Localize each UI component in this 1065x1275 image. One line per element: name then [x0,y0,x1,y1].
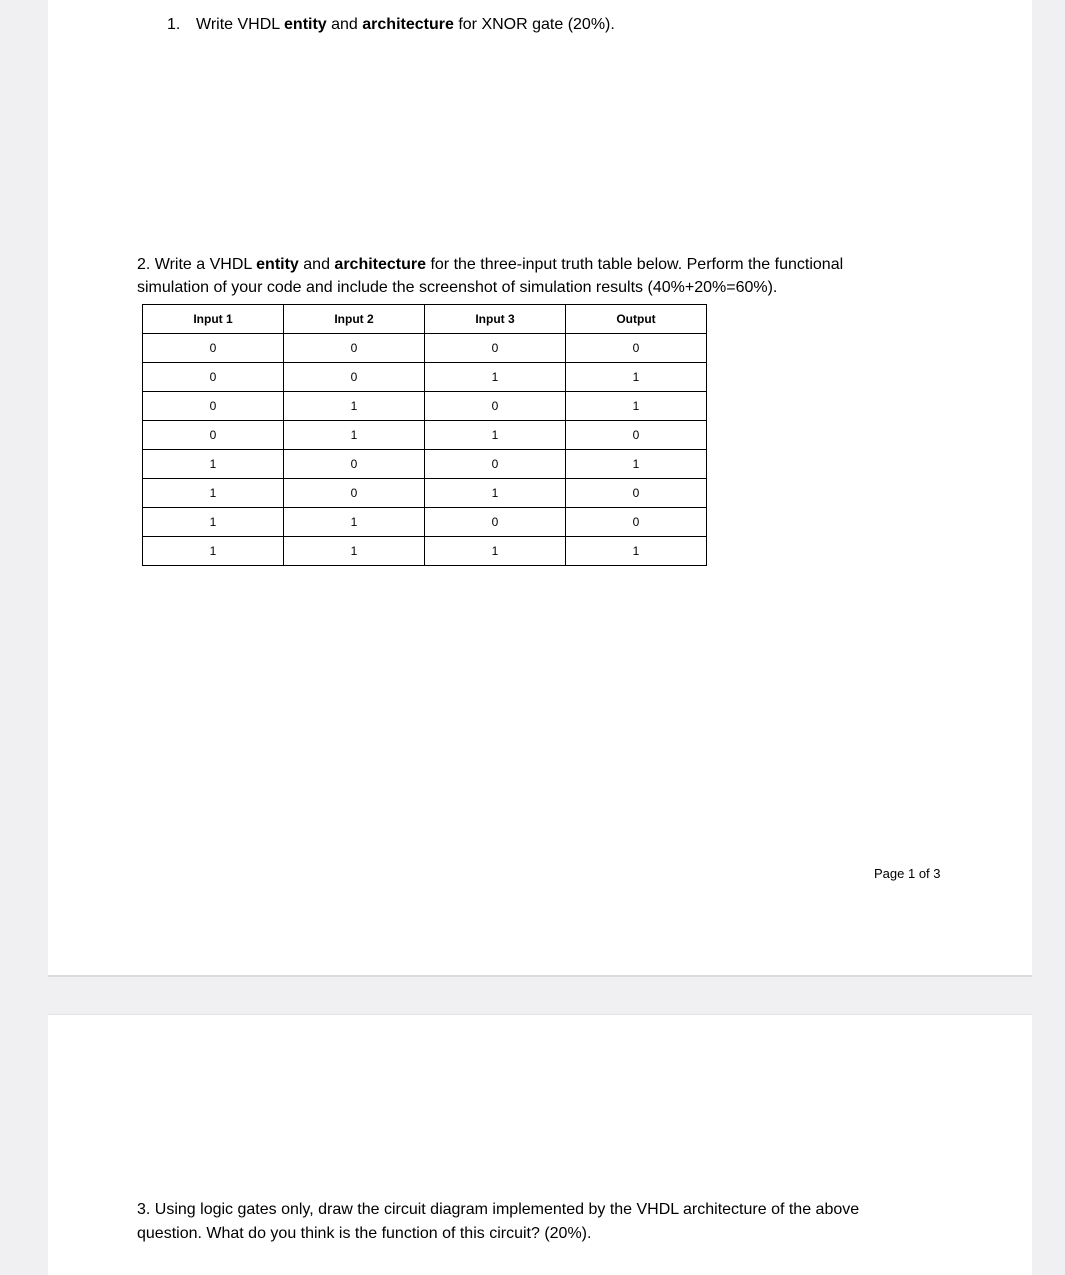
table-cell: 1 [566,392,707,421]
table-cell: 0 [143,421,284,450]
table-cell: 1 [425,537,566,566]
table-cell: 1 [143,479,284,508]
question-2-text-b: and [298,256,335,273]
table-cell: 0 [284,479,425,508]
table-cell: 0 [143,392,284,421]
truth-table-header-row [143,305,707,334]
table-cell: 0 [566,479,707,508]
table-cell: 0 [143,334,284,363]
table-cell: 1 [284,508,425,537]
table-cell: 1 [143,450,284,479]
table-cell: 0 [425,450,566,479]
table-cell: 0 [284,334,425,363]
table-cell: 0 [566,508,707,537]
table-row [143,508,707,537]
table-cell: 0 [143,363,284,392]
table-cell: 0 [566,421,707,450]
question-3 [137,1198,997,1246]
table-cell: 1 [284,392,425,421]
question-1-text-b: and [326,16,363,33]
table-cell: 1 [143,508,284,537]
table-row [143,334,707,363]
question-2-bold-entity: entity [256,256,299,273]
question-2-bold-architecture: architecture [334,256,427,273]
table-row [143,450,707,479]
table-cell: 1 [425,363,566,392]
table-cell: 0 [284,363,425,392]
table-cell: 1 [425,421,566,450]
question-1-bold-architecture: architecture [362,16,454,33]
question-1-text-c: for XNOR gate (20%). [453,16,615,33]
truth-table [142,304,707,566]
table-cell: 1 [425,479,566,508]
header-input-1: Input 1 [143,305,284,334]
table-cell: 0 [284,450,425,479]
question-3-line-1: 3. Using logic gates only, draw the circuit diagram implemented by the VHDL architecture of the above [137,1201,860,1218]
question-2-line-1 [137,253,957,276]
question-2 [137,253,957,299]
table-row [143,392,707,421]
table-cell: 1 [143,537,284,566]
question-1-number: 1. [167,16,181,33]
document-page-2 [48,1014,1032,1275]
table-cell: 0 [425,392,566,421]
question-2-text-a: 2. Write a VHDL [137,256,257,273]
header-input-3: Input 3 [425,305,566,334]
question-2-text-c: for the three-input truth table below. Perform the functional [426,256,844,273]
table-cell: 1 [566,450,707,479]
table-row [143,537,707,566]
question-2-line-2: simulation of your code and include the screenshot of simulation results (40%+20%=60%). [137,279,778,296]
table-row [143,479,707,508]
table-cell: 0 [566,334,707,363]
table-cell: 1 [284,537,425,566]
table-cell: 1 [566,363,707,392]
question-1-text-a: Write VHDL [196,16,285,33]
header-input-2: Input 2 [284,305,425,334]
document-page-1 [48,0,1032,977]
question-3-line-2: question. What do you think is the function of this circuit? (20%). [137,1225,592,1242]
table-row [143,421,707,450]
table-cell: 0 [425,508,566,537]
table-cell: 1 [566,537,707,566]
question-1 [167,14,615,36]
question-1-bold-entity: entity [284,16,327,33]
page-number: Page 1 of 3 [874,866,941,881]
table-cell: 1 [284,421,425,450]
header-output: Output [566,305,707,334]
table-cell: 0 [425,334,566,363]
table-row [143,363,707,392]
